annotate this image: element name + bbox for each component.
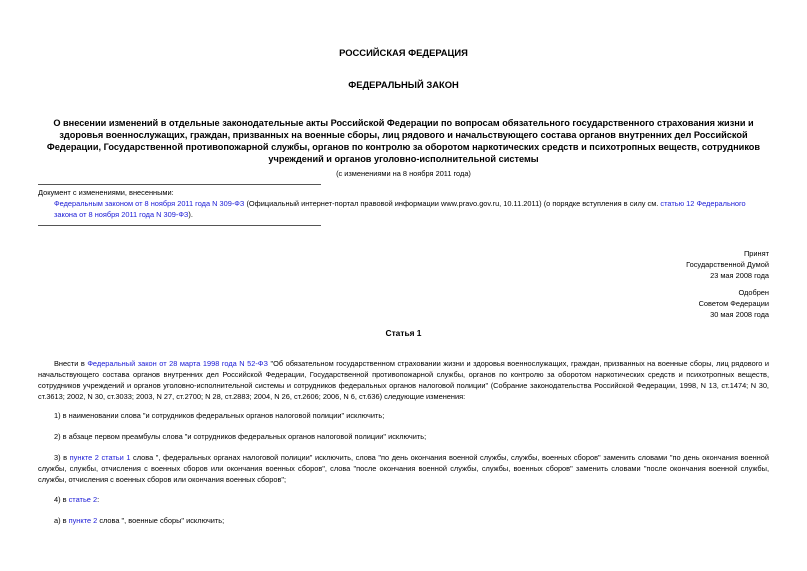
p5-prefix: 4) в — [54, 495, 69, 504]
changes-text-1: (Официальный интернет-портал правовой информации www.pravo.gov.ru, 10.11.2011) (о порядке вступления в силу см. — [244, 199, 661, 208]
article-2-link[interactable]: статье 2 — [68, 495, 98, 504]
edition-note: (с изменениями на 8 ноября 2011 года) — [336, 169, 471, 178]
p1-prefix: Внести в — [54, 359, 88, 368]
approved-block — [699, 287, 769, 320]
divider-top — [38, 184, 321, 185]
divider-bottom — [38, 225, 321, 226]
article-heading: Статья 1 — [385, 328, 422, 338]
law-title: О внесении изменений в отдельные законодательные акты Российской Федерации по вопросам обязательного государственного страхования жизни и здоровья военнослужащих, граждан, призванных на военные сборы, лиц рядового и начальствующего состава органов внутренних дел Российской Федерации, Государственной противопожарной службы, органов по контролю за оборотом наркотических средств и психотропных веществ, сотрудников учреждений и органов уголовно-исполнительной системы — [46, 118, 761, 164]
approved-date: 30 мая 2008 года — [710, 310, 769, 319]
p5-text: : — [97, 495, 100, 504]
article-item-3 — [38, 452, 769, 485]
article-subitem-a — [38, 515, 769, 526]
changes-entry — [38, 198, 769, 220]
article-paragraph-1 — [38, 358, 769, 402]
article-item-1: 1) в наименовании слова "и сотрудников федеральных органов налоговой полиции" исключить; — [54, 411, 385, 420]
article-item-4 — [38, 494, 769, 505]
article-item-2: 2) в абзаце первом преамбулы слова "и сотрудников федеральных органов налоговой полиции" исключить; — [54, 432, 427, 441]
country-heading: РОССИЙСКАЯ ФЕДЕРАЦИЯ — [339, 47, 468, 58]
accepted-line-2: Государственной Думой — [686, 260, 769, 269]
approved-line-2: Советом Федерации — [698, 299, 769, 308]
p4-text: слова ", федеральных органах налоговой полиции" исключить, слова "по день окончания военной службы, службы, военных сборов" заменить словами "по день окончания военной службы, службы, отчисления с военных сборов или окончания военных сборов", слова "после окончания военной службы, службы, военных сборов" заменить словами "после окончания военной службы, службы, отчисления с военных сборов или окончания военных сборов"; — [38, 453, 769, 484]
clause-2-link[interactable]: пункте 2 — [68, 516, 98, 525]
p1-text: "Об обязательном государственном страховании жизни и здоровья военнослужащих, граждан, призванных на военные сборы, лиц рядового и начальствующего состава органов внутренних дел Российской Федерации, Государственной противопожарной службы, органов по контролю за оборотом наркотических средств и психотропных веществ, сотрудников учреждений и органов уголовно-исполнительной системы и сотрудников федеральных органов налоговой полиции" (Собрание законодательства Российской Федерации, 1998, N 13, ст.1474; N 30, ст.3613; 2002, N 30, ст.3033; 2003, N 27, ст.2700; N 28, ст.2883; 2004, N 26, ст.2606; 2006, N 6, ст.636) следующие изменения: — [38, 359, 769, 401]
changes-text-2: ). — [188, 210, 193, 219]
law-52-fz-link[interactable]: Федеральный закон от 28 марта 1998 года N 52-ФЗ — [87, 359, 268, 368]
changes-label: Документ с изменениями, внесенными: — [38, 188, 174, 197]
p6-text: слова ", военные сборы" исключить; — [97, 516, 225, 525]
approved-line-1: Одобрен — [738, 288, 769, 297]
accepted-date: 23 мая 2008 года — [710, 271, 769, 280]
amending-law-link[interactable]: Федеральным законом от 8 ноября 2011 года N 309-ФЗ — [54, 199, 245, 208]
changes-block — [38, 187, 769, 220]
article-12-link[interactable]: статью 12 Федерального закона от 8 ноября 2011 года N 309-ФЗ — [54, 199, 746, 219]
p6-prefix: а) в — [54, 516, 69, 525]
accepted-line-1: Принят — [743, 249, 769, 258]
clause-2-article-1-link[interactable]: пункте 2 статьи 1 — [69, 453, 131, 462]
p4-prefix: 3) в — [54, 453, 70, 462]
accepted-block — [686, 248, 769, 281]
law-type-heading: ФЕДЕРАЛЬНЫЙ ЗАКОН — [348, 79, 459, 90]
